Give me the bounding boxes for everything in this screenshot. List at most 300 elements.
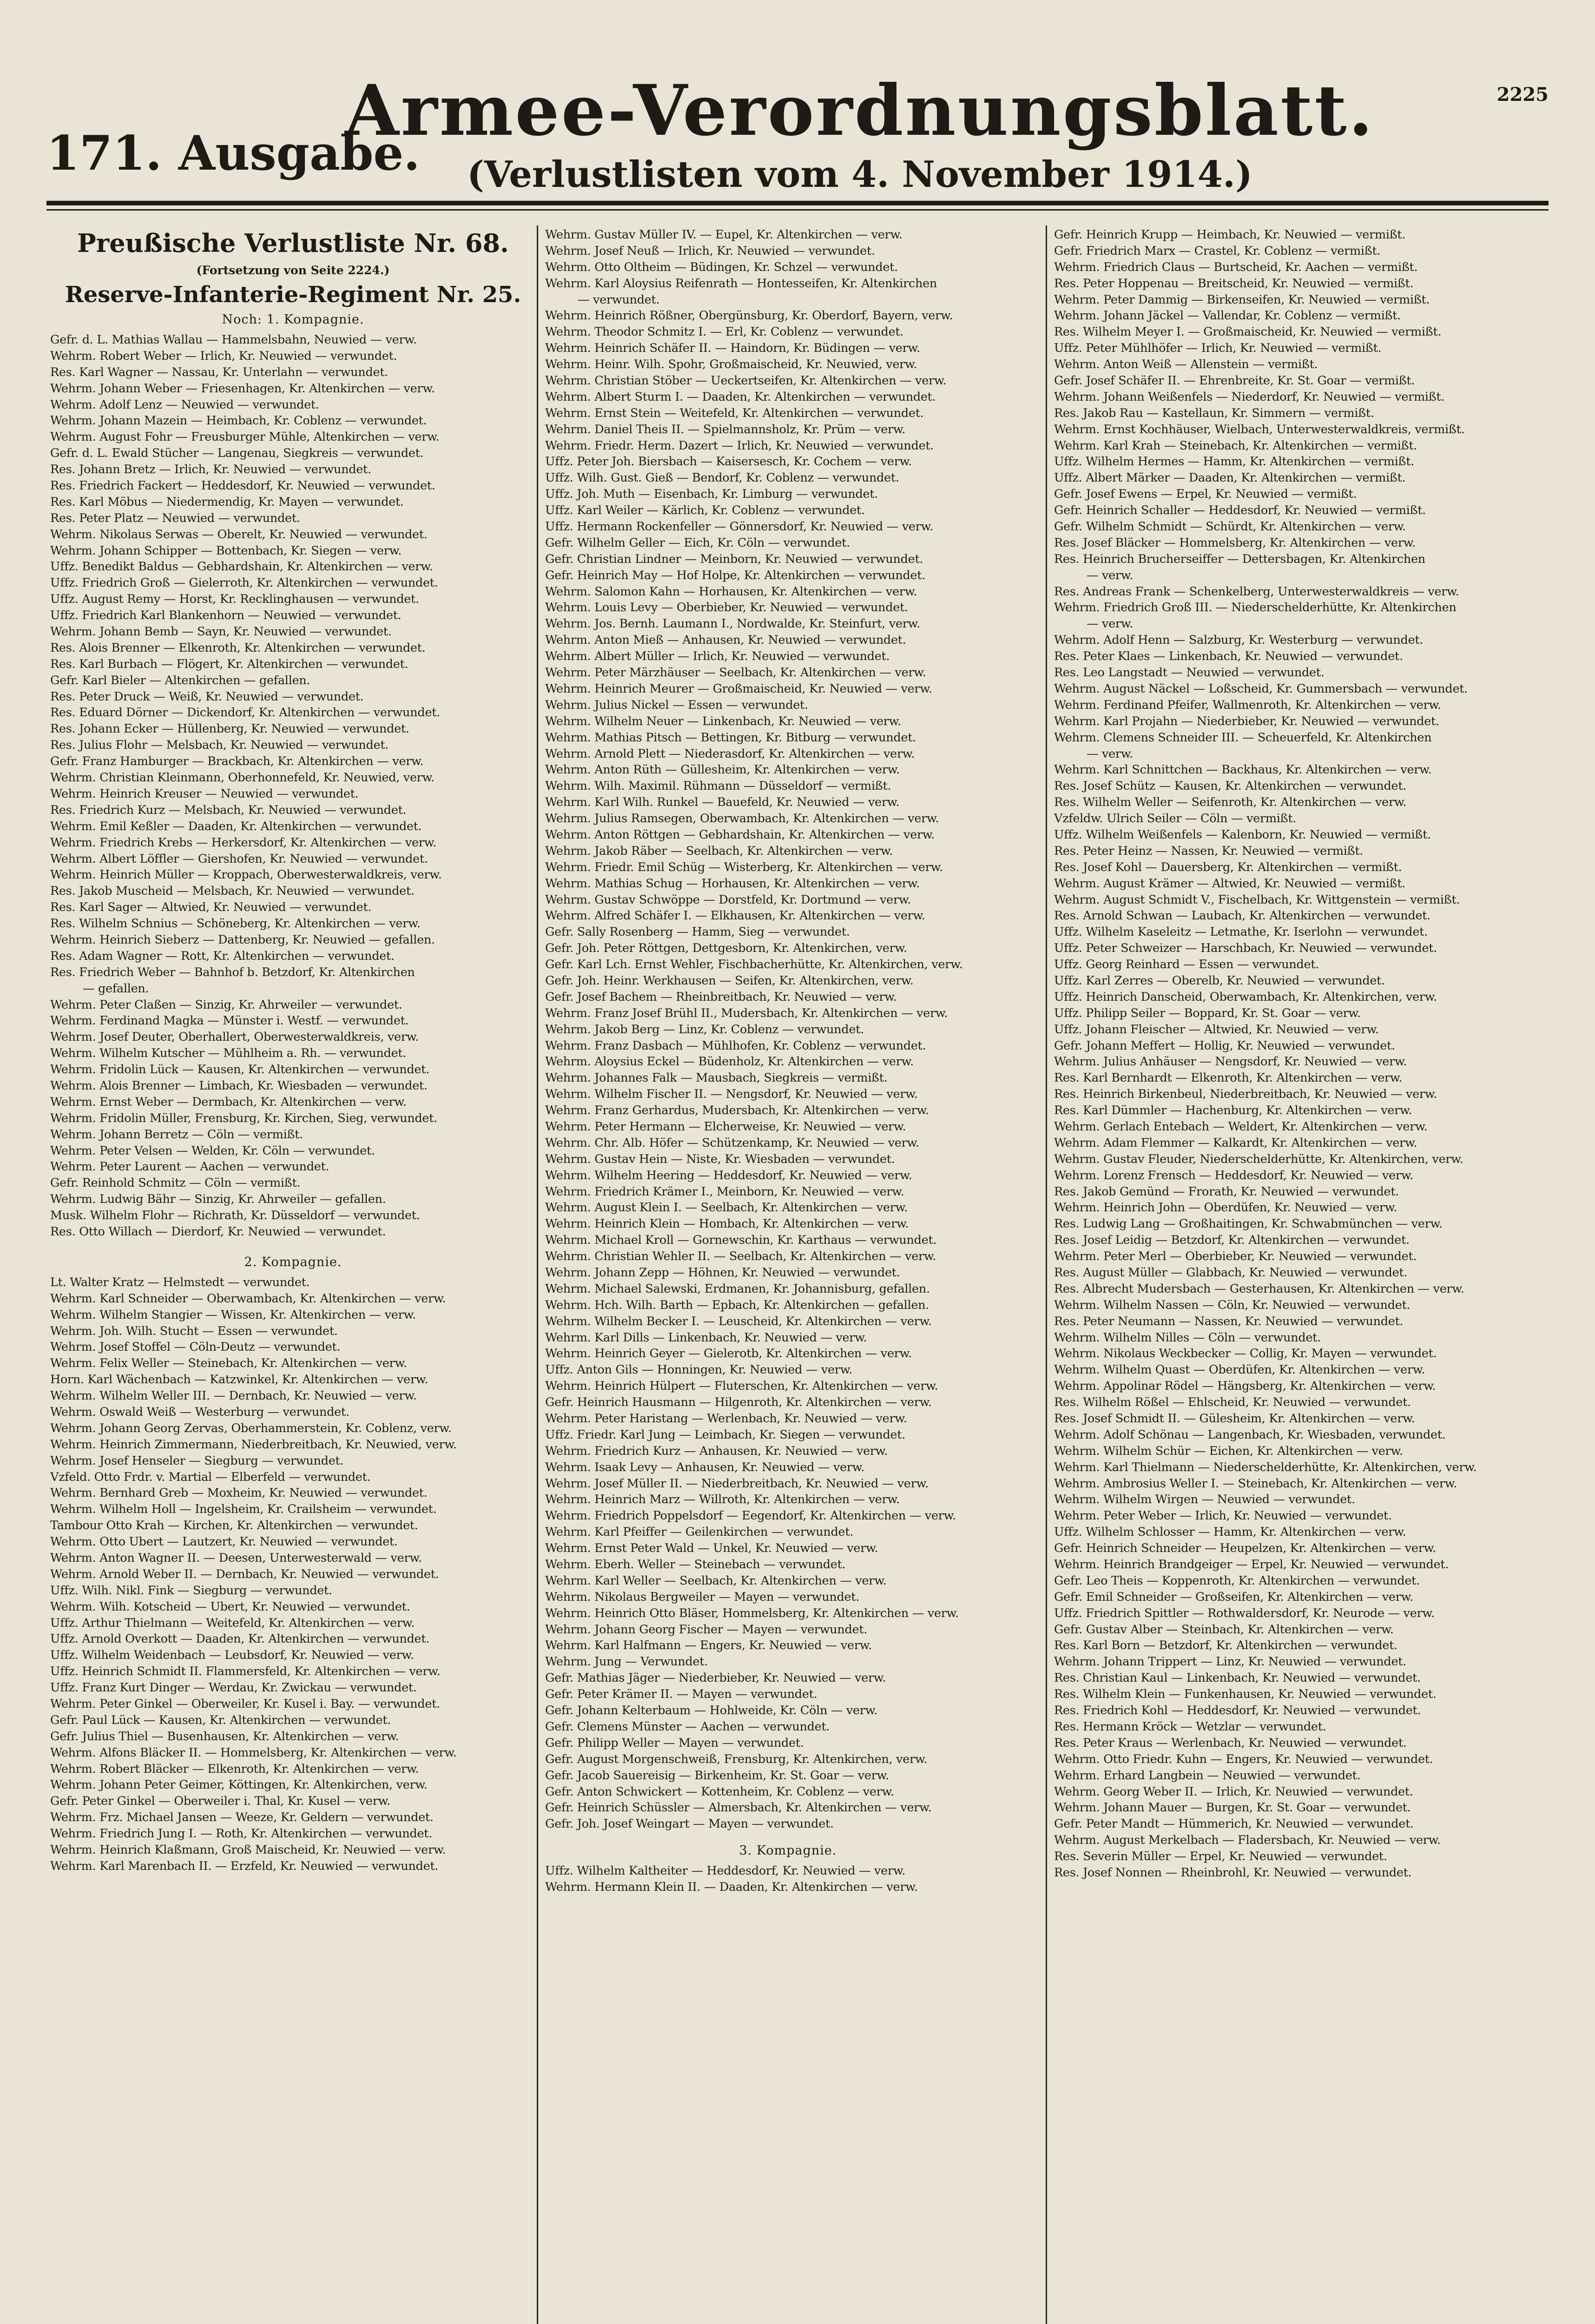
casualty-entry: Wehrm. Anton Rüth — Güllesheim, Kr. Altenkirchen — verw.	[545, 763, 900, 777]
casualty-entry: Wehrm. Peter Märzhäuser — Seelbach, Kr. Altenkirchen — verw.	[545, 666, 926, 680]
casualty-list	[1054, 227, 1540, 1881]
casualty-entry: Wehrm. Christian Wehler II. — Seelbach, Kr. Altenkirchen — verw.	[545, 1249, 936, 1264]
casualty-entry: Wehrm. Karl Pfeiffer — Geilenkirchen — verwundet.	[545, 1525, 854, 1539]
casualty-entry: Res. Otto Willach — Dierdorf, Kr. Neuwied — verwundet.	[50, 1224, 386, 1239]
casualty-entry: Wehrm. Peter Laurent — Aachen — verwundet.	[50, 1160, 330, 1174]
casualty-entry: Gefr. Sally Rosenberg — Hamm, Sieg — verwundet.	[545, 925, 850, 939]
casualty-entry: Wehrm. Wilhelm Quast — Oberdüfen, Kr. Altenkirchen — verw.	[1054, 1363, 1425, 1377]
casualty-entry: Wehrm. Nikolaus Weckbecker — Collig, Kr. Mayen — verwundet.	[1054, 1347, 1437, 1361]
casualty-entry: Wehrm. Anton Wagner II. — Deesen, Unterwesterwald — verw.	[50, 1551, 422, 1565]
casualty-entry: Wehrm. Johann Schipper — Bottenbach, Kr. Siegen — verw.	[50, 543, 402, 558]
casualty-entry: Uffz. Karl Weiler — Kärlich, Kr. Coblenz — verwundet.	[545, 503, 865, 518]
casualty-entry: Gefr. Heinrich Schaller — Heddesdorf, Kr. Neuwied — vermißt.	[1054, 503, 1426, 518]
casualty-entry: Res. Arnold Schwan — Laubach, Kr. Altenkirchen — verwundet.	[1054, 909, 1431, 923]
casualty-entry: Wehrm. Heinrich Schäfer II. — Haindorn, Kr. Büdingen — verw.	[545, 341, 920, 356]
casualty-entry: Gefr. Karl Bieler — Altenkirchen — gefallen.	[50, 673, 310, 687]
casualty-entry: Musk. Wilhelm Flohr — Richrath, Kr. Düsseldorf — verwundet.	[50, 1208, 420, 1223]
casualty-entry: Wehrm. Eberh. Weller — Steinebach — verwundet.	[545, 1558, 846, 1572]
casualty-entry: Wehrm. Julius Ramsegen, Oberwambach, Kr. Altenkirchen — verw.	[545, 812, 939, 826]
list-title: Preußische Verlustliste Nr. 68.	[77, 228, 509, 258]
casualty-entry: Res. Josef Nonnen — Rheinbrohl, Kr. Neuwied — verwundet.	[1054, 1865, 1412, 1880]
casualty-entry: Gefr. Josef Bachem — Rheinbreitbach, Kr. Neuwied — verw.	[545, 990, 897, 1004]
casualty-entry: Wehrm. Peter Merl — Oberbieber, Kr. Neuwied — verwundet.	[1054, 1249, 1417, 1264]
casualty-entry: Res. Josef Kohl — Dauersberg, Kr. Altenkirchen — vermißt.	[1054, 860, 1402, 874]
casualty-entry: Wehrm. Friedrich Poppelsdorf — Eegendorf, Kr. Altenkirchen — verw.	[545, 1509, 956, 1523]
company-heading: 3. Kompagnie.	[739, 1843, 837, 1858]
casualty-entry: Gefr. Heinrich Schneider — Heupelzen, Kr. Altenkirchen — verw.	[1054, 1541, 1436, 1556]
casualty-entry: Uffz. Wilh. Gust. Gieß — Bendorf, Kr. Coblenz — verwundet.	[545, 471, 899, 485]
casualty-entry: Uffz. Albert Märker — Daaden, Kr. Altenkirchen — vermißt.	[1054, 471, 1406, 485]
casualty-entry: Wehrm. Adolf Henn — Salzburg, Kr. Westerburg — verwundet.	[1054, 633, 1424, 647]
casualty-entry: Vzfeld. Otto Frdr. v. Martial — Elberfeld — verwundet.	[50, 1470, 371, 1484]
casualty-entry: Gefr. Johann Meffert — Hollig, Kr. Neuwied — verwundet.	[1054, 1038, 1395, 1053]
casualty-entry: Res. Andreas Frank — Schenkelberg, Unterwesterwaldkreis — verw.	[1054, 584, 1459, 599]
casualty-entry: Wehrm. Jung — Verwundet.	[545, 1655, 708, 1669]
casualty-entry: Gefr. Paul Lück — Kausen, Kr. Altenkirchen — verwundet.	[50, 1713, 391, 1727]
casualty-entry: Uffz. Wilhelm Weißenfels — Kalenborn, Kr. Neuwied — vermißt.	[1054, 827, 1431, 842]
casualty-entry: Tambour Otto Krah — Kirchen, Kr. Altenkirchen — verwundet.	[50, 1519, 418, 1533]
casualty-entry: Res. Peter Hoppenau — Breitscheid, Kr. Neuwied — vermißt.	[1054, 276, 1414, 290]
casualty-entry: Wehrm. August Krämer — Altwied, Kr. Neuwied — vermißt.	[1054, 876, 1406, 891]
casualty-entry: Horn. Karl Wächenbach — Katzwinkel, Kr. Altenkirchen — verw.	[50, 1373, 428, 1387]
casualty-entry: Res. Christian Kaul — Linkenbach, Kr. Neuwied — verwundet.	[1054, 1671, 1421, 1685]
casualty-entry: Wehrm. Ernst Stein — Weitefeld, Kr. Altenkirchen — verwundet.	[545, 406, 924, 420]
casualty-entry: Gefr. Reinhold Schmitz — Cöln — vermißt.	[50, 1176, 301, 1190]
casualty-entry: Wehrm. Friedrich Krämer I., Meinborn, Kr. Neuwied — verw.	[545, 1184, 904, 1199]
casualty-entry: Res. Karl Dümmler — Hachenburg, Kr. Altenkirchen — verw.	[1054, 1103, 1412, 1118]
casualty-entry: Wehrm. Wilhelm Stangier — Wissen, Kr. Altenkirchen — verw.	[50, 1307, 416, 1322]
casualty-entry: Wehrm. Friedrich Kurz — Anhausen, Kr. Neuwied — verw.	[545, 1444, 888, 1458]
casualty-entry: Res. Albrecht Mudersbach — Gesterhausen, Kr. Altenkirchen — verw.	[1054, 1281, 1464, 1296]
header-rule	[46, 201, 1549, 205]
casualty-entry: Wehrm. August Schmidt V., Fischelbach, Kr. Wittgenstein — vermißt.	[1054, 892, 1460, 907]
casualty-entry: Res. Leo Langstadt — Neuwied — verwundet.	[1054, 666, 1325, 680]
casualty-entry: Wehrm. Ambrosius Weller I. — Steinebach, Kr. Altenkirchen — verw.	[1054, 1476, 1457, 1491]
casualty-entry: Res. Karl Burbach — Flögert, Kr. Altenkirchen — verwundet.	[50, 657, 409, 671]
casualty-entry: Res. Wilhelm Meyer I. — Großmaischeid, Kr. Neuwied — vermißt.	[1054, 325, 1442, 339]
casualty-entry: Wehrm. Wilhelm Heering — Heddesdorf, Kr. Neuwied — verw.	[545, 1168, 912, 1182]
casualty-entry: Wehrm. Hch. Wilh. Barth — Epbach, Kr. Altenkirchen — gefallen.	[545, 1298, 929, 1312]
casualty-entry: Res. Julius Flohr — Melsbach, Kr. Neuwied — verwundet.	[50, 738, 389, 753]
casualty-entry: Wehrm. Johann Trippert — Linz, Kr. Neuwied — verwundet.	[1054, 1655, 1406, 1669]
masthead-title: Armee-Verordnungsblatt.	[345, 70, 1375, 152]
casualty-entry: Wehrm. Heinrich Müller — Kroppach, Oberwesterwaldkreis, verw.	[50, 868, 442, 882]
casualty-entry: Res. Jakob Muscheid — Melsbach, Kr. Neuwied — verwundet.	[50, 884, 415, 898]
casualty-entry: Gefr. Emil Schneider — Großseifen, Kr. Altenkirchen — verw.	[1054, 1590, 1413, 1604]
casualty-entry: Uffz. Peter Schweizer — Harschbach, Kr. Neuwied — verwundet.	[1054, 941, 1437, 956]
casualty-entry: Wehrm. Julius Nickel — Essen — verwundet.	[545, 698, 808, 712]
casualty-entry: Wehrm. Louis Levy — Oberbieber, Kr. Neuwied — verwundet.	[545, 601, 908, 615]
casualty-entry: Wehrm. Alfred Schäfer I. — Elkhausen, Kr. Altenkirchen — verw.	[545, 909, 925, 923]
casualty-entry: Wehrm. Appolinar Rödel — Hängsberg, Kr. Altenkirchen — verw.	[1054, 1379, 1436, 1393]
casualty-entry: Gefr. d. L. Ewald Stücher — Langenau, Siegkreis — verwundet.	[50, 446, 424, 461]
casualty-entry: Gefr. Wilhelm Schmidt — Schürdt, Kr. Altenkirchen — verw.	[1054, 520, 1406, 534]
casualty-entry: Res. Jakob Gemünd — Frorath, Kr. Neuwied — verwundet.	[1054, 1184, 1399, 1199]
casualty-entry: Wehrm. Ferdinand Pfeifer, Wallmenroth, Kr. Altenkirchen — verw.	[1054, 698, 1441, 712]
casualty-entry: Lt. Walter Kratz — Helmstedt — verwundet.	[50, 1275, 310, 1289]
casualty-entry: Uffz. Wilhelm Schlosser — Hamm, Kr. Altenkirchen — verw.	[1054, 1525, 1406, 1539]
casualty-entry: Wehrm. Arnold Plett — Niederasdorf, Kr. Altenkirchen — verw.	[545, 746, 915, 761]
casualty-entry: Res. Wilhelm Rößel — Ehlscheid, Kr. Neuwied — verwundet.	[1054, 1395, 1411, 1410]
casualty-entry: Wehrm. Wilhelm Becker I. — Leuscheid, Kr. Altenkirchen — verw.	[545, 1314, 932, 1328]
header-rule-thin	[46, 209, 1549, 211]
casualty-entry: Res. Wilhelm Klein — Funkenhausen, Kr. Neuwied — verwundet.	[1054, 1687, 1437, 1702]
casualty-entry: Res. Peter Klaes — Linkenbach, Kr. Neuwied — verwundet.	[1054, 649, 1403, 664]
casualty-entry: Wehrm. Adam Flemmer — Kalkardt, Kr. Altenkirchen — verw.	[1054, 1136, 1417, 1150]
casualty-entry: Wehrm. Karl Krah — Steinebach, Kr. Altenkirchen — vermißt.	[1054, 438, 1417, 453]
casualty-entry: Gefr. Joh. Peter Röttgen, Dettgesborn, Kr. Altenkirchen, verw.	[545, 941, 907, 956]
spacer	[50, 1240, 536, 1254]
casualty-entry: Uffz. Wilh. Nikl. Fink — Siegburg — verwundet.	[50, 1583, 332, 1598]
casualty-entry: Wehrm. Oswald Weiß — Westerburg — verwundet.	[50, 1405, 349, 1419]
casualty-entry: Wehrm. Peter Dammig — Birkenseifen, Kr. Neuwied — vermißt.	[1054, 292, 1430, 307]
casualty-entry: Wehrm. Wilhelm Fischer II. — Nengsdorf, Kr. Neuwied — verw.	[545, 1087, 918, 1102]
casualty-entry: — gefallen.	[83, 981, 149, 996]
casualty-entry: Wehrm. Johannes Falk — Mausbach, Siegkreis — vermißt.	[545, 1071, 888, 1085]
casualty-entry: Gefr. Johann Kelterbaum — Hohlweide, Kr. Cöln — verw.	[545, 1703, 877, 1718]
casualty-entry: Res. Friedrich Weber — Bahnhof b. Betzdorf, Kr. Altenkirchen	[50, 965, 415, 979]
casualty-entry: Wehrm. Heinrich John — Oberdüfen, Kr. Neuwied — verw.	[1054, 1201, 1397, 1215]
casualty-entry: Wehrm. Jakob Räber — Seelbach, Kr. Altenkirchen — verw.	[545, 844, 893, 858]
casualty-entry: Wehrm. Josef Stoffel — Cöln-Deutz — verwundet.	[50, 1340, 341, 1354]
casualty-entry: Wehrm. Johann Mauer — Burgen, Kr. St. Goar — verwundet.	[1054, 1801, 1411, 1815]
casualty-entry: Uffz. Arnold Overkott — Daaden, Kr. Altenkirchen — verwundet.	[50, 1632, 430, 1646]
casualty-entry: Wehrm. Karl Aloysius Reifenrath — Hontesseifen, Kr. Altenkirchen	[545, 276, 937, 290]
casualty-entry: Wehrm. Josef Deuter, Oberhallert, Oberwesterwaldkreis, verw.	[50, 1030, 419, 1044]
casualty-entry: Wehrm. Isaak Levy — Anhausen, Kr. Neuwied — verw.	[545, 1460, 865, 1474]
casualty-entry: Wehrm. Heinrich Geyer — Gielerotb, Kr. Altenkirchen — verw.	[545, 1347, 912, 1361]
casualty-entry: Res. Karl Born — Betzdorf, Kr. Altenkirchen — verwundet.	[1054, 1638, 1397, 1653]
casualty-entry: Res. Karl Bernhardt — Elkenroth, Kr. Altenkirchen — verw.	[1054, 1071, 1403, 1085]
casualty-entry: Wehrm. Johann Peter Geimer, Köttingen, Kr. Altenkirchen, verw.	[50, 1778, 428, 1792]
casualty-entry: Gefr. Wilhelm Geller — Eich, Kr. Cöln — verwundet.	[545, 535, 850, 550]
casualty-entry: Wehrm. Peter Hermann — Elcherweise, Kr. Neuwied — verw.	[545, 1119, 906, 1134]
casualty-entry: Uffz. Peter Mühlhöfer — Irlich, Kr. Neuwied — vermißt.	[1054, 341, 1382, 356]
casualty-entry: Wehrm. Adolf Schönau — Langenbach, Kr. Wiesbaden, verwundet.	[1054, 1427, 1446, 1442]
casualty-entry: — verwundet.	[578, 292, 660, 307]
casualty-entry: Wehrm. Wilhelm Nilles — Cöln — verwundet.	[1054, 1330, 1321, 1345]
casualty-entry: Res. Karl Sager — Altwied, Kr. Neuwied — verwundet.	[50, 900, 372, 915]
casualty-entry: Uffz. Peter Joh. Biersbach — Kaisersesch, Kr. Cochem — verw.	[545, 455, 912, 469]
company-heading: Noch: 1. Kompagnie.	[222, 312, 364, 327]
casualty-entry: Wehrm. Johann Zepp — Höhnen, Kr. Neuwied — verwundet.	[545, 1266, 900, 1280]
casualty-entry: Wehrm. Heinrich Rößner, Obergünsburg, Kr. Oberdorf, Bayern, verw.	[545, 309, 953, 323]
casualty-entry: Wehrm. Karl Thielmann — Niederschelderhütte, Kr. Altenkirchen, verw.	[1054, 1460, 1477, 1474]
casualty-entry: Wehrm. Franz Gerhardus, Mudersbach, Kr. Altenkirchen — verw.	[545, 1103, 929, 1118]
casualty-entry: Wehrm. Friedrich Jung I. — Roth, Kr. Altenkirchen — verwundet.	[50, 1827, 432, 1841]
casualty-entry: Uffz. Wilhelm Kaltheiter — Heddesdorf, Kr. Neuwied — verw.	[545, 1864, 906, 1878]
casualty-entry: Gefr. Joh. Heinr. Werkhausen — Seifen, Kr. Altenkirchen, verw.	[545, 973, 914, 988]
casualty-entry: Wehrm. Peter Weber — Irlich, Kr. Neuwied — verwundet.	[1054, 1509, 1392, 1523]
casualty-entry: Uffz. Heinrich Schmidt II. Flammersfeld, Kr. Altenkirchen — verw.	[50, 1664, 441, 1679]
casualty-entry: Wehrm. Friedrich Groß III. — Niederschelderhütte, Kr. Altenkirchen	[1054, 601, 1457, 615]
casualty-entry: Res. Heinrich Birkenbeul, Niederbreitbach, Kr. Neuwied — verw.	[1054, 1087, 1437, 1102]
casualty-entry: Wehrm. Karl Wilh. Runkel — Bauefeld, Kr. Neuwied — verw.	[545, 795, 900, 810]
casualty-entry: Wehrm. Karl Weller — Seelbach, Kr. Altenkirchen — verw.	[545, 1573, 887, 1588]
casualty-entry: Uffz. Arthur Thielmann — Weitefeld, Kr. Altenkirchen — verw.	[50, 1616, 415, 1630]
casualty-entry: Wehrm. Jos. Bernh. Laumann I., Nordwalde, Kr. Steinfurt, verw.	[545, 617, 920, 631]
casualty-list	[50, 332, 536, 1240]
casualty-entry: Gefr. Friedrich Marx — Crastel, Kr. Coblenz — vermißt.	[1054, 244, 1381, 258]
casualty-entry: Wehrm. Friedrich Krebs — Herkersdorf, Kr. Altenkirchen — verw.	[50, 835, 436, 850]
casualty-entry: Gefr. Gustav Alber — Steinbach, Kr. Altenkirchen — verw.	[1054, 1622, 1394, 1637]
casualty-entry: Res. August Müller — Glabbach, Kr. Neuwied — verwundet.	[1054, 1266, 1408, 1280]
casualty-entry: Wehrm. Karl Schneider — Oberwambach, Kr. Altenkirchen — verw.	[50, 1291, 446, 1306]
casualty-entry: Res. Heinrich Brucherseiffer — Dettersbagen, Kr. Altenkirchen	[1054, 552, 1425, 566]
regiment-heading: Reserve-Infanterie-Regiment Nr. 25.	[65, 282, 521, 308]
casualty-entry: Wehrm. Aloysius Eckel — Büdenholz, Kr. Altenkirchen — verw.	[545, 1055, 914, 1069]
casualty-entry: Wehrm. Salomon Kahn — Horhausen, Kr. Altenkirchen — verw.	[545, 584, 917, 599]
casualty-entry: Res. Jakob Rau — Kastellaun, Kr. Simmern — vermißt.	[1054, 406, 1374, 420]
casualty-entry: Wehrm. Johann Berretz — Cöln — vermißt.	[50, 1127, 303, 1142]
casualty-entry: Wehrm. Georg Weber II. — Irlich, Kr. Neuwied — verwundet.	[1054, 1784, 1413, 1799]
casualty-entry: Uffz. Joh. Muth — Eisenbach, Kr. Limburg — verwundet.	[545, 487, 878, 502]
casualty-entry: Wehrm. Heinrich Klaßmann, Groß Maischeid, Kr. Neuwied — verw.	[50, 1843, 446, 1857]
casualty-entry: Wehrm. Johann Georg Zervas, Oberhammerstein, Kr. Coblenz, verw.	[50, 1421, 452, 1435]
casualty-entry: Wehrm. Emil Keßler — Daaden, Kr. Altenkirchen — verwundet.	[50, 819, 422, 833]
issue-label: 171. Ausgabe.	[46, 125, 420, 181]
casualty-entry: Gefr. August Morgenschweiß, Frensburg, Kr. Altenkirchen, verw.	[545, 1752, 928, 1766]
casualty-entry: Wehrm. Gustav Schwöppe — Dorstfeld, Kr. Dortmund — verw.	[545, 892, 911, 907]
casualty-entry: Wehrm. Albert Müller — Irlich, Kr. Neuwied — verwundet.	[545, 649, 890, 664]
casualty-entry: Wehrm. Peter Velsen — Welden, Kr. Cöln — verwundet.	[50, 1143, 375, 1158]
casualty-entry: Uffz. Benedikt Baldus — Gebhardshain, Kr. Altenkirchen — verw.	[50, 560, 433, 574]
casualty-entry: Uffz. Heinrich Danscheid, Oberwambach, Kr. Altenkirchen, verw.	[1054, 990, 1437, 1004]
column-2	[545, 227, 1031, 2324]
casualty-entry: Wehrm. Karl Projahn — Niederbieber, Kr. Neuwied — verwundet.	[1054, 714, 1439, 728]
casualty-entry: Res. Friedrich Kohl — Heddesdorf, Kr. Neuwied — verwundet.	[1054, 1703, 1421, 1718]
casualty-entry: Res. Wilhelm Weller — Seifenroth, Kr. Altenkirchen — verw.	[1054, 795, 1407, 810]
casualty-entry: Gefr. Heinrich Hausmann — Hilgenroth, Kr. Altenkirchen — verw.	[545, 1395, 932, 1410]
casualty-entry: Wehrm. August Näckel — Loßscheid, Kr. Gummersbach — verwundet.	[1054, 681, 1468, 696]
casualty-entry: Wehrm. Josef Neuß — Irlich, Kr. Neuwied — verwundet.	[545, 244, 875, 258]
casualty-entry: Uffz. Philipp Seiler — Boppard, Kr. St. Goar — verw.	[1054, 1006, 1361, 1020]
casualty-entry: Wehrm. Karl Dills — Linkenbach, Kr. Neuwied — verw.	[545, 1330, 867, 1345]
casualty-entry: Wehrm. Johann Weber — Friesenhagen, Kr. Altenkirchen — verw.	[50, 381, 435, 396]
casualty-entry: Wehrm. Robert Bläcker — Elkenroth, Kr. Altenkirchen — verw.	[50, 1762, 419, 1776]
casualty-entry: Vzfeldw. Ulrich Seiler — Cöln — vermißt.	[1054, 812, 1297, 826]
casualty-entry: Res. Severin Müller — Erpel, Kr. Neuwied — verwundet.	[1054, 1849, 1387, 1864]
casualty-entry: Wehrm. Johann Georg Fischer — Mayen — verwundet.	[545, 1622, 868, 1637]
casualty-entry: Wehrm. Fridolin Lück — Kausen, Kr. Altenkirchen — verwundet.	[50, 1063, 429, 1077]
casualty-entry: Wehrm. Chr. Alb. Höfer — Schützenkamp, Kr. Neuwied — verw.	[545, 1136, 919, 1150]
column-3	[1054, 227, 1540, 2324]
casualty-entry: Wehrm. Peter Claßen — Sinzig, Kr. Ahrweiler — verwundet.	[50, 997, 402, 1012]
casualty-entry: Wehrm. Erhard Langbein — Neuwied — verwundet.	[1054, 1768, 1361, 1783]
casualty-entry: Res. Ludwig Lang — Großhaitingen, Kr. Schwabmünchen — verw.	[1054, 1217, 1443, 1231]
casualty-entry: Res. Peter Kraus — Werlenbach, Kr. Neuwied — verwundet.	[1054, 1736, 1407, 1750]
casualty-entry: Wehrm. Ludwig Bähr — Sinzig, Kr. Ahrweiler — gefallen.	[50, 1192, 386, 1207]
casualty-entry: Wehrm. Nikolaus Serwas — Oberelt, Kr. Neuwied — verwundet.	[50, 527, 428, 541]
casualty-entry: Wehrm. Wilh. Maximil. Rühmann — Düsseldorf — vermißt.	[545, 779, 891, 793]
casualty-entry: Wehrm. Julius Anhäuser — Nengsdorf, Kr. Neuwied — verw.	[1054, 1055, 1407, 1069]
casualty-entry: Res. Karl Möbus — Niedermendig, Kr. Mayen — verwundet.	[50, 495, 404, 509]
casualty-entry: Wehrm. Wilhelm Weller III. — Dernbach, Kr. Neuwied — verw.	[50, 1389, 417, 1403]
casualty-entry: Wehrm. Johann Jäckel — Vallendar, Kr. Coblenz — vermißt.	[1054, 309, 1401, 323]
casualty-entry: Wehrm. Lorenz Frensch — Heddesdorf, Kr. Neuwied — verw.	[1054, 1168, 1414, 1182]
column-divider	[1046, 225, 1047, 2324]
casualty-entry: Uffz. Hermann Rockenfeller — Gönnersdorf, Kr. Neuwied — verw.	[545, 520, 933, 534]
casualty-entry: Res. Josef Bläcker — Hommelsberg, Kr. Altenkirchen — verw.	[1054, 535, 1416, 550]
casualty-entry: Wehrm. Christian Stöber — Ueckertseifen, Kr. Altenkirchen — verw.	[545, 374, 947, 388]
casualty-entry: Res. Friedrich Kurz — Melsbach, Kr. Neuwied — verwundet.	[50, 803, 407, 817]
casualty-entry: Wehrm. Ernst Peter Wald — Unkel, Kr. Neuwied — verw.	[545, 1541, 878, 1556]
casualty-entry: Wehrm. Otto Friedr. Kuhn — Engers, Kr. Neuwied — verwundet.	[1054, 1752, 1433, 1766]
casualty-entry: Wehrm. Mathias Pitsch — Bettingen, Kr. Bitburg — verwundet.	[545, 730, 916, 745]
casualty-entry: Uffz. Friedr. Karl Jung — Leimbach, Kr. Siegen — verwundet.	[545, 1427, 906, 1442]
casualty-entry: Uffz. Wilhelm Weidenbach — Leubsdorf, Kr. Neuwied — verw.	[50, 1648, 414, 1663]
casualty-entry: Res. Friedrich Fackert — Heddesdorf, Kr. Neuwied — verwundet.	[50, 479, 435, 493]
masthead-subtitle: (Verlustlisten vom 4. November 1914.)	[467, 153, 1252, 196]
casualty-entry: Wehrm. Wilhelm Wirgen — Neuwied — verwundet.	[1054, 1492, 1355, 1507]
casualty-entry: Gefr. d. L. Mathias Wallau — Hammelsbahn, Neuwied — verw.	[50, 333, 417, 347]
casualty-entry: Wehrm. Gustav Fleuder, Niederschelderhütte, Kr. Altenkirchen, verw.	[1054, 1152, 1463, 1166]
casualty-entry: — verw.	[1087, 568, 1134, 582]
casualty-entry: Wehrm. Friedr. Herm. Dazert — Irlich, Kr. Neuwied — verwundet.	[545, 438, 934, 453]
casualty-entry: Wehrm. Karl Schnittchen — Backhaus, Kr. Altenkirchen — verw.	[1054, 763, 1432, 777]
casualty-entry: Wehrm. Heinr. Wilh. Spohr, Großmaischeid, Kr. Neuwied, verw.	[545, 357, 917, 372]
casualty-entry: Wehrm. Peter Ginkel — Oberweiler, Kr. Kusel i. Bay. — verwundet.	[50, 1697, 440, 1711]
casualty-list	[545, 227, 1031, 1832]
casualty-entry: Gefr. Karl Lch. Ernst Wehler, Fischbacherhütte, Kr. Altenkirchen, verw.	[545, 957, 963, 972]
casualty-entry: Gefr. Joh. Josef Weingart — Mayen — verwundet.	[545, 1817, 834, 1831]
casualty-entry: Gefr. Christian Lindner — Meinborn, Kr. Neuwied — verwundet.	[545, 552, 923, 566]
continued-note: (Fortsetzung von Seite 2224.)	[196, 264, 390, 277]
spacer	[545, 1832, 1031, 1842]
casualty-entry: Gefr. Josef Ewens — Erpel, Kr. Neuwied — vermißt.	[1054, 487, 1357, 502]
casualty-entry: Wehrm. Ernst Weber — Dermbach, Kr. Altenkirchen — verw.	[50, 1095, 407, 1109]
casualty-entry: Gefr. Heinrich Krupp — Heimbach, Kr. Neuwied — vermißt.	[1054, 228, 1406, 242]
casualty-entry: Wehrm. Alois Brenner — Limbach, Kr. Wiesbaden — verwundet.	[50, 1078, 428, 1093]
casualty-entry: Wehrm. Alfons Bläcker II. — Hommelsberg, Kr. Altenkirchen — verw.	[50, 1745, 457, 1760]
casualty-entry: Wehrm. Bernhard Greb — Moxheim, Kr. Neuwied — verwundet.	[50, 1486, 428, 1500]
casualty-entry: Wehrm. August Fohr — Freusburger Mühle, Altenkirchen — verw.	[50, 430, 440, 444]
casualty-entry: Wehrm. Hermann Klein II. — Daaden, Kr. Altenkirchen — verw.	[545, 1880, 918, 1895]
casualty-entry: Uffz. Karl Zerres — Oberelb, Kr. Neuwied — verwundet.	[1054, 973, 1385, 988]
casualty-entry: Gefr. Clemens Münster — Aachen — verwundet.	[545, 1719, 830, 1734]
casualty-entry: Gefr. Julius Thiel — Busenhausen, Kr. Altenkirchen — verw.	[50, 1729, 399, 1743]
casualty-entry: — verw.	[1087, 617, 1134, 631]
casualty-entry: Wehrm. Arnold Weber II. — Dernbach, Kr. Neuwied — verwundet.	[50, 1567, 439, 1581]
casualty-entry: Wehrm. Theodor Schmitz I. — Erl, Kr. Coblenz — verwundet.	[545, 325, 904, 339]
casualty-entry: Res. Peter Neumann — Nassen, Kr. Neuwied — verwundet.	[1054, 1314, 1404, 1328]
casualty-entry: Uffz. August Remy — Horst, Kr. Recklinghausen — verwundet.	[50, 592, 419, 607]
casualty-entry: Uffz. Friedrich Spittler — Rothwaldersdorf, Kr. Neurode — verw.	[1054, 1606, 1435, 1620]
casualty-entry: Wehrm. Michael Salewski, Erdmanen, Kr. Johannisburg, gefallen.	[545, 1281, 930, 1296]
casualty-entry: Res. Hermann Kröck — Wetzlar — verwundet.	[1054, 1719, 1326, 1734]
casualty-entry: Uffz. Georg Reinhard — Essen — verwundet.	[1054, 957, 1319, 972]
casualty-entry: Wehrm. Johann Weißenfels — Niederdorf, Kr. Neuwied — vermißt.	[1054, 390, 1445, 404]
casualty-entry: Wehrm. Albert Sturm I. — Daaden, Kr. Altenkirchen — verwundet.	[545, 390, 936, 404]
casualty-entry: Wehrm. Daniel Theis II. — Spielmannsholz, Kr. Prüm — verw.	[545, 422, 906, 436]
casualty-entry: Gefr. Leo Theis — Koppenroth, Kr. Altenkirchen — verwundet.	[1054, 1573, 1420, 1588]
casualty-entry: Res. Josef Schütz — Kausen, Kr. Altenkirchen — verwundet.	[1054, 779, 1407, 793]
casualty-entry: Wehrm. Jakob Berg — Linz, Kr. Coblenz — verwundet.	[545, 1022, 864, 1037]
casualty-entry: Uffz. Franz Kurt Dinger — Werdau, Kr. Zwickau — verwundet.	[50, 1681, 417, 1695]
casualty-entry: Wehrm. Wilhelm Holl — Ingelsheim, Kr. Crailsheim — verwundet.	[50, 1502, 437, 1517]
casualty-entry: Res. Johann Bretz — Irlich, Kr. Neuwied — verwundet.	[50, 462, 371, 477]
casualty-entry: Wehrm. Karl Marenbach II. — Erzfeld, Kr. Neuwied — verwundet.	[50, 1859, 439, 1873]
casualty-entry: Res. Josef Leidig — Betzdorf, Kr. Altenkirchen — verwundet.	[1054, 1233, 1410, 1248]
column-divider	[537, 225, 538, 2324]
casualty-entry: Wehrm. Clemens Schneider III. — Scheuerfeld, Kr. Altenkirchen	[1054, 730, 1432, 745]
casualty-list	[50, 1274, 536, 1875]
casualty-entry: Wehrm. Wilhelm Kutscher — Mühlheim a. Rh. — verwundet.	[50, 1046, 407, 1061]
casualty-entry: Gefr. Heinrich Schüssler — Almersbach, Kr. Altenkirchen — verw.	[545, 1801, 932, 1815]
casualty-entry: Gefr. Josef Schäfer II. — Ehrenbreite, Kr. St. Goar — vermißt.	[1054, 374, 1415, 388]
casualty-entry: Wehrm. August Klein I. — Seelbach, Kr. Altenkirchen — verw.	[545, 1201, 908, 1215]
casualty-entry: Wehrm. Friedrich Claus — Burtscheid, Kr. Aachen — vermißt.	[1054, 260, 1418, 274]
casualty-entry: Wehrm. Heinrich Klein — Hombach, Kr. Altenkirchen — verw.	[545, 1217, 909, 1231]
casualty-entry: Gefr. Heinrich May — Hof Holpe, Kr. Altenkirchen — verwundet.	[545, 568, 926, 582]
casualty-list	[545, 1863, 1031, 1895]
column-1	[50, 227, 536, 2324]
casualty-entry: Wehrm. Gerlach Entebach — Weldert, Kr. Altenkirchen — verw.	[1054, 1119, 1428, 1134]
casualty-entry: Wehrm. Johann Mazein — Heimbach, Kr. Coblenz — verwundet.	[50, 414, 427, 428]
casualty-entry: Res. Alois Brenner — Elkenroth, Kr. Altenkirchen — verwundet.	[50, 640, 426, 655]
casualty-entry: Gefr. Jacob Sauereisig — Birkenheim, Kr. St. Goar — verw.	[545, 1768, 889, 1783]
casualty-entry: Wehrm. Franz Josef Brühl II., Mudersbach, Kr. Altenkirchen — verw.	[545, 1006, 948, 1020]
casualty-entry: Res. Peter Platz — Neuwied — verwundet.	[50, 511, 300, 525]
casualty-entry: Wehrm. Heinrich Kreuser — Neuwied — verwundet.	[50, 786, 359, 801]
casualty-entry: Wehrm. Anton Mieß — Anhausen, Kr. Neuwied — verwundet.	[545, 633, 906, 647]
casualty-entry: Gefr. Franz Hamburger — Brackbach, Kr. Altenkirchen — verw.	[50, 754, 424, 769]
casualty-entry: Wehrm. Heinrich Marz — Willroth, Kr. Altenkirchen — verw.	[545, 1492, 900, 1507]
casualty-entry: Wehrm. Ernst Kochhäuser, Wielbach, Unterwesterwaldkreis, vermißt.	[1054, 422, 1465, 436]
casualty-entry: Wehrm. Wilh. Kotscheid — Ubert, Kr. Neuwied — verwundet.	[50, 1599, 410, 1614]
casualty-entry: Uffz. Anton Gils — Honningen, Kr. Neuwied — verw.	[545, 1363, 853, 1377]
casualty-entry: Wehrm. Heinrich Sieberz — Dattenberg, Kr. Neuwied — gefallen.	[50, 932, 435, 947]
casualty-entry: Wehrm. Felix Weller — Steinebach, Kr. Altenkirchen — verw.	[50, 1356, 407, 1371]
casualty-entry: Wehrm. Heinrich Meurer — Großmaischeid, Kr. Neuwied — verw.	[545, 681, 932, 696]
casualty-entry: Res. Adam Wagner — Rott, Kr. Altenkirchen — verwundet.	[50, 949, 395, 963]
casualty-entry: Wehrm. Heinrich Zimmermann, Niederbreitbach, Kr. Neuwied, verw.	[50, 1437, 457, 1452]
casualty-entry: Wehrm. Anton Röttgen — Gebhardshain, Kr. Altenkirchen — verw.	[545, 827, 935, 842]
casualty-entry: Wehrm. Gustav Hein — Niste, Kr. Wiesbaden — verwundet.	[545, 1152, 895, 1166]
casualty-entry: Wehrm. Adolf Lenz — Neuwied — verwundet.	[50, 397, 319, 412]
casualty-entry: Res. Peter Heinz — Nassen, Kr. Neuwied — vermißt.	[1054, 844, 1364, 858]
casualty-entry: Wehrm. Anton Weiß — Allenstein — vermißt.	[1054, 357, 1318, 372]
casualty-entry: Uffz. Friedrich Groß — Gielerroth, Kr. Altenkirchen — verwundet.	[50, 576, 438, 590]
casualty-entry: Wehrm. Franz Dasbach — Mühlhofen, Kr. Coblenz — verwundet.	[545, 1038, 926, 1053]
casualty-entry: Gefr. Peter Mandt — Hümmerich, Kr. Neuwied — verwundet.	[1054, 1817, 1414, 1831]
casualty-entry: Gefr. Anton Schwickert — Kottenheim, Kr. Coblenz — verw.	[545, 1784, 894, 1799]
casualty-entry: Wehrm. Otto Oltheim — Büdingen, Kr. Schzel — verwundet.	[545, 260, 898, 274]
company-heading: 2. Kompagnie.	[244, 1254, 342, 1269]
casualty-entry: Gefr. Peter Krämer II. — Mayen — verwundet.	[545, 1687, 817, 1702]
casualty-entry: Wehrm. Wilhelm Neuer — Linkenbach, Kr. Neuwied — verw.	[545, 714, 901, 728]
casualty-entry: Wehrm. Christian Kleinmann, Oberhonnefeld, Kr. Neuwied, verw.	[50, 771, 435, 785]
casualty-entry: Wehrm. Otto Ubert — Lautzert, Kr. Neuwied — verwundet.	[50, 1535, 398, 1549]
casualty-entry: Wehrm. Wilhelm Schür — Eichen, Kr. Altenkirchen — verw.	[1054, 1444, 1403, 1458]
casualty-entry: Wehrm. Gustav Müller IV. — Eupel, Kr. Altenkirchen — verw.	[545, 228, 903, 242]
casualty-entry: Wehrm. Karl Halfmann — Engers, Kr. Neuwied — verw.	[545, 1638, 872, 1653]
casualty-entry: Wehrm. Wilhelm Nassen — Cöln, Kr. Neuwied — verwundet.	[1054, 1298, 1410, 1312]
casualty-entry: Wehrm. Nikolaus Bergweiler — Mayen — verwundet.	[545, 1590, 860, 1604]
casualty-entry: Res. Wilhelm Schnius — Schöneberg, Kr. Altenkirchen — verw.	[50, 917, 421, 931]
casualty-entry: Wehrm. Josef Henseler — Siegburg — verwundet.	[50, 1453, 344, 1468]
casualty-entry: Wehrm. Fridolin Müller, Frensburg, Kr. Kirchen, Sieg, verwundet.	[50, 1111, 437, 1125]
casualty-entry: Wehrm. Ferdinand Magka — Münster i. Westf. — verwundet.	[50, 1014, 409, 1028]
casualty-entry: Wehrm. Joh. Wilh. Stucht — Essen — verwundet.	[50, 1324, 338, 1338]
casualty-entry: Uffz. Friedrich Karl Blankenhorn — Neuwied — verwundet.	[50, 608, 402, 623]
casualty-entry: Gefr. Peter Ginkel — Oberweiler i. Thal, Kr. Kusel — verw.	[50, 1794, 390, 1809]
casualty-entry: Wehrm. Heinrich Otto Bläser, Hommelsberg, Kr. Altenkirchen — verw.	[545, 1606, 959, 1620]
casualty-entry: Res. Peter Druck — Weiß, Kr. Neuwied — verwundet.	[50, 689, 364, 704]
casualty-entry: Res. Karl Wagner — Nassau, Kr. Unterlahn — verwundet.	[50, 365, 388, 379]
casualty-entry: — verw.	[1087, 746, 1134, 761]
casualty-entry: Wehrm. Josef Müller II. — Niederbreitbach, Kr. Neuwied — verw.	[545, 1476, 929, 1491]
